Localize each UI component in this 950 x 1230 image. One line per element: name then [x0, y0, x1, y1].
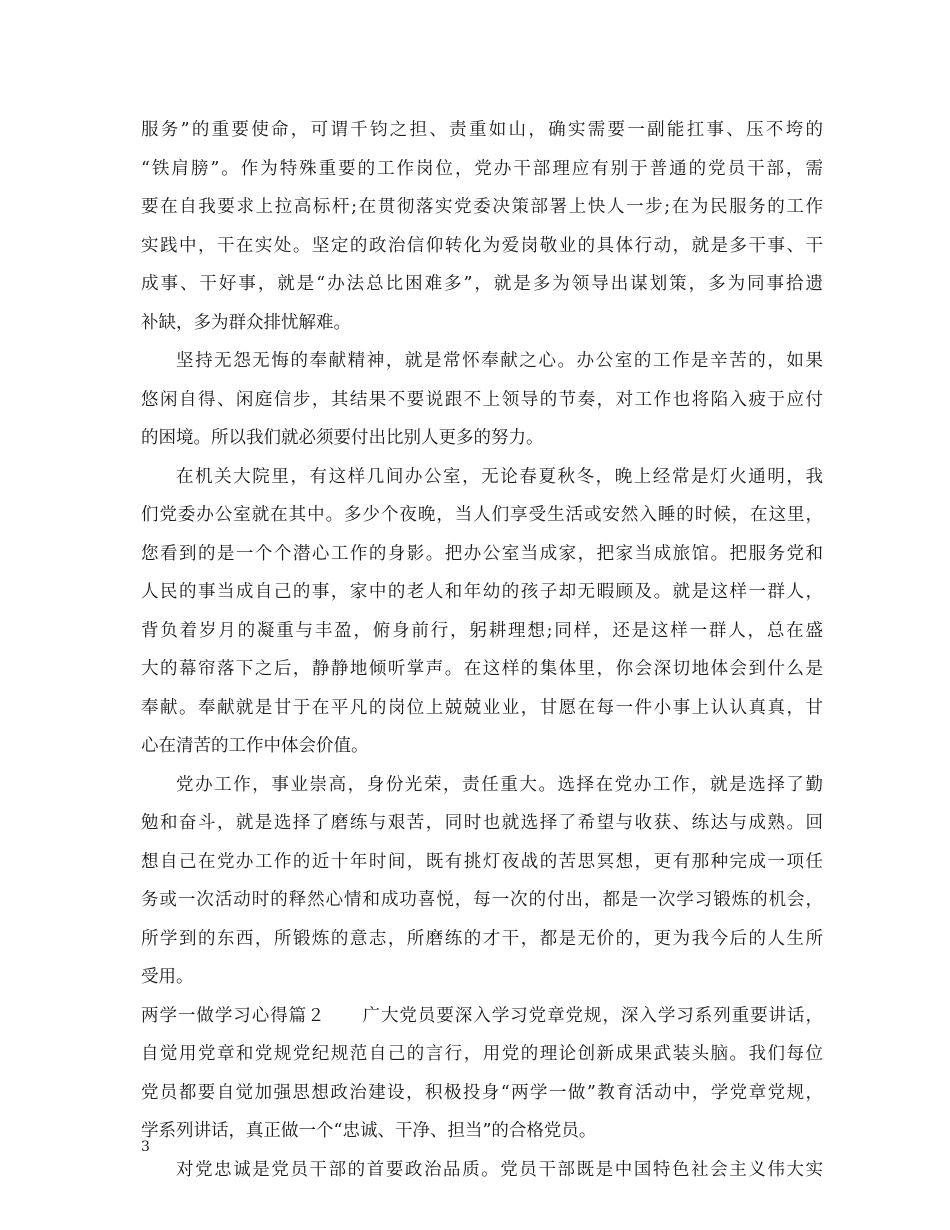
text-line: 要在自我要求上拉高标杆;在贯彻落实党委决策部署上快人一步;在为民服务的工作 [141, 197, 823, 217]
text-line: 对党忠诚是党员干部的首要政治品质。党员干部既是中国特色社会主义伟大实 [176, 1159, 823, 1180]
text-line: 两学一做学习心得篇２ 广大党员要深入学习党章党规，深入学习系列重要讲话， [141, 1005, 823, 1026]
text-line: 所学到的东西，所锻炼的意志，所磨练的才干，都是无价的，更为我今后的人生所 [141, 928, 823, 949]
text-line: 心在清苦的工作中体会价值。 [141, 736, 369, 756]
body-text [141, 111, 823, 1189]
text-line: 在机关大院里，有这样几间办公室，无论春夏秋冬，晚上经常是灯火通明，我 [176, 466, 823, 487]
text-line: 实践中，干在实处。坚定的政治信仰转化为爱岗敬业的具体行动，就是多干事、干 [141, 235, 823, 256]
text-line: 想自己在党办工作的近十年时间，既有挑灯夜战的苦思冥想，更有那种完成一项任 [141, 851, 823, 872]
text-line: 人民的事当成自己的事，家中的老人和年幼的孩子却无暇顾及。就是这样一群人， [141, 582, 823, 602]
text-line: 补缺，多为群众排忧解难。 [141, 312, 351, 333]
text-line: 党办工作，事业崇高，身份光荣，责任重大。选择在党办工作，就是选择了勤 [176, 774, 823, 795]
text-line: 您看到的是一个个潜心工作的身影。把办公室当成家，把家当成旅馆。把服务党和 [141, 543, 823, 564]
text-line: 悠闲自得、闲庭信步，其结果不要说跟不上领导的节奏，对工作也将陷入疲于应付 [141, 389, 823, 410]
text-line: “铁肩膀”。作为特殊重要的工作岗位，党办干部理应有别于普通的党员干部，需 [141, 158, 823, 179]
text-line: 奉献。奉献就是甘于在平凡的岗位上兢兢业业，甘愿在每一件小事上认认真真，甘 [141, 697, 823, 718]
text-line: 坚持无怨无悔的奉献精神，就是常怀奉献之心。办公室的工作是辛苦的，如果 [176, 351, 823, 371]
text-line: 成事、干好事，就是“办法总比困难多”，就是多为领导出谋划策，多为同事拾遗 [141, 274, 823, 294]
page-number: 3 [141, 1139, 150, 1155]
text-line: 学系列讲话，真正做一个“忠诚、干净、担当”的合格党员。 [141, 1121, 597, 1141]
text-line: 务或一次活动时的释然心情和成功喜悦，每一次的付出，都是一次学习锻炼的机会， [141, 890, 823, 910]
text-line: 大的幕帘落下之后，静静地倾听掌声。在这样的集体里，你会深切地体会到什么是 [141, 659, 823, 679]
text-line: 受用。 [141, 967, 194, 987]
text-line: 的困境。所以我们就必须要付出比别人更多的努力。 [141, 428, 544, 448]
text-line: 背负着岁月的凝重与丰盈，俯身前行，躬耕理想;同样，还是这样一群人，总在盛 [141, 620, 823, 641]
text-line: 勉和奋斗，就是选择了磨练与艰苦，同时也就选择了希望与收获、练达与成熟。回 [141, 813, 823, 833]
text-line: 服务”的重要使命，可谓千钧之担、责重如山，确实需要一副能扛事、压不垮的 [141, 120, 823, 140]
text-line: 党员都要自觉加强思想政治建设，积极投身“两学一做”教育活动中，学党章党规， [141, 1082, 823, 1103]
text-line: 自觉用党章和党规党纪规范自己的言行，用党的理论创新成果武装头脑。我们每位 [141, 1044, 823, 1064]
text-line: 们党委办公室就在其中。多少个夜晚，当人们享受生活或安然入睡的时候，在这里， [141, 505, 823, 525]
